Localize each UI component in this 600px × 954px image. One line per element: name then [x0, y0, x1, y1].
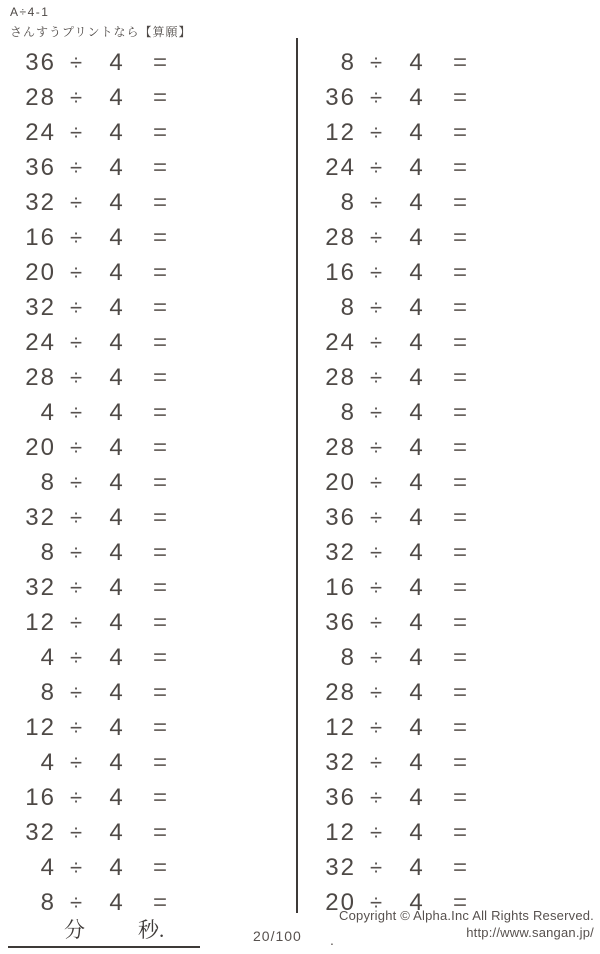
divide-operator-icon: ÷ — [69, 399, 83, 425]
divisor: 4 — [409, 118, 423, 146]
dividend: 36 — [25, 48, 56, 76]
equals-sign: = — [452, 433, 467, 461]
dividend: 8 — [40, 678, 56, 706]
equals-sign: = — [152, 643, 167, 671]
equals-sign: = — [452, 398, 467, 426]
equals-sign: = — [152, 363, 167, 391]
divisor: 4 — [409, 538, 423, 566]
divide-operator-icon: ÷ — [69, 609, 83, 635]
divide-operator-icon: ÷ — [69, 84, 83, 110]
divisor: 4 — [109, 223, 123, 251]
problem-row — [300, 500, 596, 535]
divisor: 4 — [109, 678, 123, 706]
problem-row — [0, 80, 290, 115]
time-score-line — [8, 918, 200, 948]
divide-operator-icon: ÷ — [369, 609, 383, 635]
equals-sign: = — [452, 503, 467, 531]
equals-sign: = — [152, 888, 167, 916]
divisor: 4 — [409, 223, 423, 251]
equals-sign: = — [452, 293, 467, 321]
divide-operator-icon: ÷ — [69, 154, 83, 180]
problems-column-right — [300, 45, 596, 920]
equals-sign: = — [152, 713, 167, 741]
problem-row — [0, 185, 290, 220]
divisor: 4 — [409, 783, 423, 811]
problem-row — [0, 535, 290, 570]
dividend: 8 — [40, 888, 56, 916]
divide-operator-icon: ÷ — [369, 784, 383, 810]
divisor: 4 — [409, 608, 423, 636]
divisor: 4 — [109, 503, 123, 531]
divisor: 4 — [409, 888, 423, 916]
divide-operator-icon: ÷ — [369, 49, 383, 75]
divisor: 4 — [409, 853, 423, 881]
divisor: 4 — [409, 818, 423, 846]
problem-row — [300, 395, 596, 430]
problem-row — [300, 185, 596, 220]
copyright-text: Copyright © Alpha.Inc All Rights Reserved. — [339, 908, 594, 923]
divide-operator-icon: ÷ — [69, 784, 83, 810]
equals-sign: = — [452, 748, 467, 776]
dividend: 24 — [25, 328, 56, 356]
equals-sign: = — [452, 468, 467, 496]
divide-operator-icon: ÷ — [69, 189, 83, 215]
dividend: 32 — [25, 188, 56, 216]
column-divider-line — [296, 38, 298, 913]
equals-sign: = — [152, 83, 167, 111]
divisor: 4 — [109, 48, 123, 76]
dividend: 4 — [40, 398, 56, 426]
problem-row — [0, 675, 290, 710]
divide-operator-icon: ÷ — [69, 574, 83, 600]
dividend: 32 — [25, 503, 56, 531]
problem-row — [0, 150, 290, 185]
equals-sign: = — [152, 503, 167, 531]
dividend: 8 — [340, 293, 356, 321]
equals-sign: = — [152, 748, 167, 776]
dividend: 8 — [340, 48, 356, 76]
dividend: 12 — [325, 118, 356, 146]
dividend: 16 — [25, 223, 56, 251]
divisor: 4 — [409, 398, 423, 426]
divisor: 4 — [409, 503, 423, 531]
dividend: 32 — [25, 818, 56, 846]
dividend: 36 — [325, 608, 356, 636]
dividend: 8 — [340, 188, 356, 216]
divide-operator-icon: ÷ — [69, 749, 83, 775]
divide-operator-icon: ÷ — [369, 714, 383, 740]
problem-row — [0, 500, 290, 535]
problem-row — [300, 640, 596, 675]
equals-sign: = — [452, 888, 467, 916]
dividend: 12 — [25, 713, 56, 741]
divisor: 4 — [409, 153, 423, 181]
page-header — [10, 5, 192, 40]
divide-operator-icon: ÷ — [369, 364, 383, 390]
problem-row — [300, 290, 596, 325]
divide-operator-icon: ÷ — [369, 154, 383, 180]
equals-sign: = — [152, 433, 167, 461]
dividend: 12 — [325, 818, 356, 846]
dividend: 4 — [40, 643, 56, 671]
divide-operator-icon: ÷ — [69, 539, 83, 565]
seconds-label: 秒. — [138, 918, 165, 942]
divide-operator-icon: ÷ — [69, 224, 83, 250]
divide-operator-icon: ÷ — [369, 119, 383, 145]
divide-operator-icon: ÷ — [369, 574, 383, 600]
worksheet-subtitle: さんすうプリントなら【算願】 — [10, 25, 192, 39]
divide-operator-icon: ÷ — [369, 819, 383, 845]
divide-operator-icon: ÷ — [369, 294, 383, 320]
dividend: 28 — [25, 83, 56, 111]
divide-operator-icon: ÷ — [69, 679, 83, 705]
dividend: 32 — [25, 573, 56, 601]
divisor: 4 — [109, 118, 123, 146]
dividend: 4 — [40, 853, 56, 881]
copyright-block — [339, 907, 594, 941]
divisor: 4 — [409, 363, 423, 391]
equals-sign: = — [452, 678, 467, 706]
problem-row — [300, 360, 596, 395]
equals-sign: = — [152, 258, 167, 286]
equals-sign: = — [152, 328, 167, 356]
worksheet-code: A÷4-1 — [10, 5, 50, 19]
dividend: 28 — [325, 363, 356, 391]
dividend: 8 — [340, 643, 356, 671]
problem-row — [300, 780, 596, 815]
problem-row — [300, 815, 596, 850]
problem-row — [0, 465, 290, 500]
dividend: 20 — [325, 468, 356, 496]
divisor: 4 — [409, 433, 423, 461]
equals-sign: = — [152, 118, 167, 146]
dividend: 20 — [25, 258, 56, 286]
divide-operator-icon: ÷ — [69, 819, 83, 845]
site-url: http://www.sangan.jp/ — [466, 925, 594, 940]
problem-row — [0, 220, 290, 255]
problem-row — [0, 360, 290, 395]
dividend: 20 — [25, 433, 56, 461]
problem-row — [0, 815, 290, 850]
equals-sign: = — [152, 153, 167, 181]
problem-row — [300, 710, 596, 745]
page-number: 20/100 — [253, 928, 302, 944]
dividend: 16 — [25, 783, 56, 811]
divide-operator-icon: ÷ — [369, 539, 383, 565]
divide-operator-icon: ÷ — [369, 434, 383, 460]
equals-sign: = — [152, 678, 167, 706]
dividend: 32 — [325, 853, 356, 881]
equals-sign: = — [452, 118, 467, 146]
divide-operator-icon: ÷ — [369, 259, 383, 285]
equals-sign: = — [452, 783, 467, 811]
equals-sign: = — [452, 573, 467, 601]
dividend: 8 — [40, 468, 56, 496]
problem-row — [0, 570, 290, 605]
problem-row — [300, 675, 596, 710]
equals-sign: = — [452, 153, 467, 181]
divide-operator-icon: ÷ — [69, 469, 83, 495]
problem-row — [0, 745, 290, 780]
dividend: 36 — [25, 153, 56, 181]
divisor: 4 — [109, 888, 123, 916]
equals-sign: = — [152, 188, 167, 216]
divisor: 4 — [109, 328, 123, 356]
equals-sign: = — [152, 853, 167, 881]
equals-sign: = — [152, 818, 167, 846]
divide-operator-icon: ÷ — [369, 679, 383, 705]
dividend: 20 — [325, 888, 356, 916]
equals-sign: = — [452, 818, 467, 846]
divide-operator-icon: ÷ — [369, 469, 383, 495]
problem-row — [0, 45, 290, 80]
problem-row — [300, 325, 596, 360]
divide-operator-icon: ÷ — [369, 854, 383, 880]
problem-row — [300, 745, 596, 780]
dividend: 36 — [325, 783, 356, 811]
divisor: 4 — [409, 293, 423, 321]
equals-sign: = — [152, 783, 167, 811]
divisor: 4 — [409, 258, 423, 286]
divisor: 4 — [409, 83, 423, 111]
problem-row — [300, 45, 596, 80]
dividend: 16 — [325, 258, 356, 286]
divisor: 4 — [109, 433, 123, 461]
dividend: 24 — [325, 328, 356, 356]
problem-row — [0, 115, 290, 150]
page-dot: . — [330, 932, 334, 948]
equals-sign: = — [152, 468, 167, 496]
problem-row — [0, 710, 290, 745]
divisor: 4 — [409, 643, 423, 671]
equals-sign: = — [452, 538, 467, 566]
divisor: 4 — [409, 468, 423, 496]
divisor: 4 — [109, 608, 123, 636]
equals-sign: = — [452, 713, 467, 741]
divisor: 4 — [409, 678, 423, 706]
divisor: 4 — [409, 713, 423, 741]
equals-sign: = — [452, 48, 467, 76]
divisor: 4 — [409, 748, 423, 776]
divide-operator-icon: ÷ — [69, 889, 83, 915]
problem-row — [300, 115, 596, 150]
equals-sign: = — [452, 328, 467, 356]
divisor: 4 — [109, 853, 123, 881]
dividend: 8 — [340, 398, 356, 426]
divide-operator-icon: ÷ — [369, 399, 383, 425]
equals-sign: = — [452, 258, 467, 286]
divisor: 4 — [109, 363, 123, 391]
divide-operator-icon: ÷ — [369, 224, 383, 250]
dividend: 32 — [325, 748, 356, 776]
dividend: 12 — [25, 608, 56, 636]
equals-sign: = — [152, 293, 167, 321]
divide-operator-icon: ÷ — [369, 504, 383, 530]
divisor: 4 — [409, 573, 423, 601]
divide-operator-icon: ÷ — [69, 504, 83, 530]
equals-sign: = — [152, 223, 167, 251]
problem-row — [300, 850, 596, 885]
divide-operator-icon: ÷ — [69, 714, 83, 740]
divisor: 4 — [109, 188, 123, 216]
divisor: 4 — [109, 153, 123, 181]
divisor: 4 — [109, 468, 123, 496]
divide-operator-icon: ÷ — [69, 434, 83, 460]
divisor: 4 — [109, 713, 123, 741]
divide-operator-icon: ÷ — [369, 84, 383, 110]
divide-operator-icon: ÷ — [69, 364, 83, 390]
divisor: 4 — [109, 783, 123, 811]
minutes-label: 分 — [64, 918, 85, 942]
divisor: 4 — [109, 398, 123, 426]
divisor: 4 — [109, 293, 123, 321]
divisor: 4 — [109, 258, 123, 286]
divide-operator-icon: ÷ — [369, 189, 383, 215]
equals-sign: = — [152, 398, 167, 426]
problem-row — [300, 605, 596, 640]
problem-row — [300, 465, 596, 500]
divide-operator-icon: ÷ — [369, 889, 383, 915]
problem-row — [0, 255, 290, 290]
equals-sign: = — [452, 643, 467, 671]
equals-sign: = — [452, 223, 467, 251]
equals-sign: = — [452, 83, 467, 111]
divisor: 4 — [109, 748, 123, 776]
divisor: 4 — [109, 643, 123, 671]
divide-operator-icon: ÷ — [69, 294, 83, 320]
problem-row — [0, 395, 290, 430]
dividend: 8 — [40, 538, 56, 566]
problem-row — [300, 220, 596, 255]
divide-operator-icon: ÷ — [369, 749, 383, 775]
dividend: 28 — [25, 363, 56, 391]
problem-row — [0, 640, 290, 675]
equals-sign: = — [452, 608, 467, 636]
divide-operator-icon: ÷ — [69, 854, 83, 880]
dividend: 28 — [325, 678, 356, 706]
dividend: 24 — [325, 153, 356, 181]
problem-row — [0, 325, 290, 360]
dividend: 36 — [325, 503, 356, 531]
divisor: 4 — [109, 83, 123, 111]
problem-row — [0, 290, 290, 325]
equals-sign: = — [152, 538, 167, 566]
equals-sign: = — [452, 363, 467, 391]
equals-sign: = — [152, 573, 167, 601]
equals-sign: = — [452, 188, 467, 216]
divide-operator-icon: ÷ — [369, 644, 383, 670]
dividend: 24 — [25, 118, 56, 146]
dividend: 16 — [325, 573, 356, 601]
dividend: 32 — [25, 293, 56, 321]
divide-operator-icon: ÷ — [69, 644, 83, 670]
problem-row — [300, 80, 596, 115]
problem-row — [300, 255, 596, 290]
divisor: 4 — [109, 818, 123, 846]
problem-row — [0, 850, 290, 885]
equals-sign: = — [152, 48, 167, 76]
equals-sign: = — [152, 608, 167, 636]
problem-row — [300, 535, 596, 570]
problem-row — [0, 780, 290, 815]
dividend: 4 — [40, 748, 56, 776]
dividend: 28 — [325, 433, 356, 461]
dividend: 32 — [325, 538, 356, 566]
divisor: 4 — [109, 573, 123, 601]
divisor: 4 — [409, 328, 423, 356]
problem-row — [0, 430, 290, 465]
problems-column-left — [0, 45, 290, 920]
dividend: 12 — [325, 713, 356, 741]
divisor: 4 — [109, 538, 123, 566]
divide-operator-icon: ÷ — [69, 259, 83, 285]
divide-operator-icon: ÷ — [69, 329, 83, 355]
problem-row — [300, 430, 596, 465]
divide-operator-icon: ÷ — [69, 119, 83, 145]
dividend: 28 — [325, 223, 356, 251]
problem-row — [0, 605, 290, 640]
divide-operator-icon: ÷ — [369, 329, 383, 355]
problem-row — [300, 570, 596, 605]
divisor: 4 — [409, 188, 423, 216]
equals-sign: = — [452, 853, 467, 881]
dividend: 36 — [325, 83, 356, 111]
divide-operator-icon: ÷ — [69, 49, 83, 75]
divisor: 4 — [409, 48, 423, 76]
problem-row — [300, 150, 596, 185]
